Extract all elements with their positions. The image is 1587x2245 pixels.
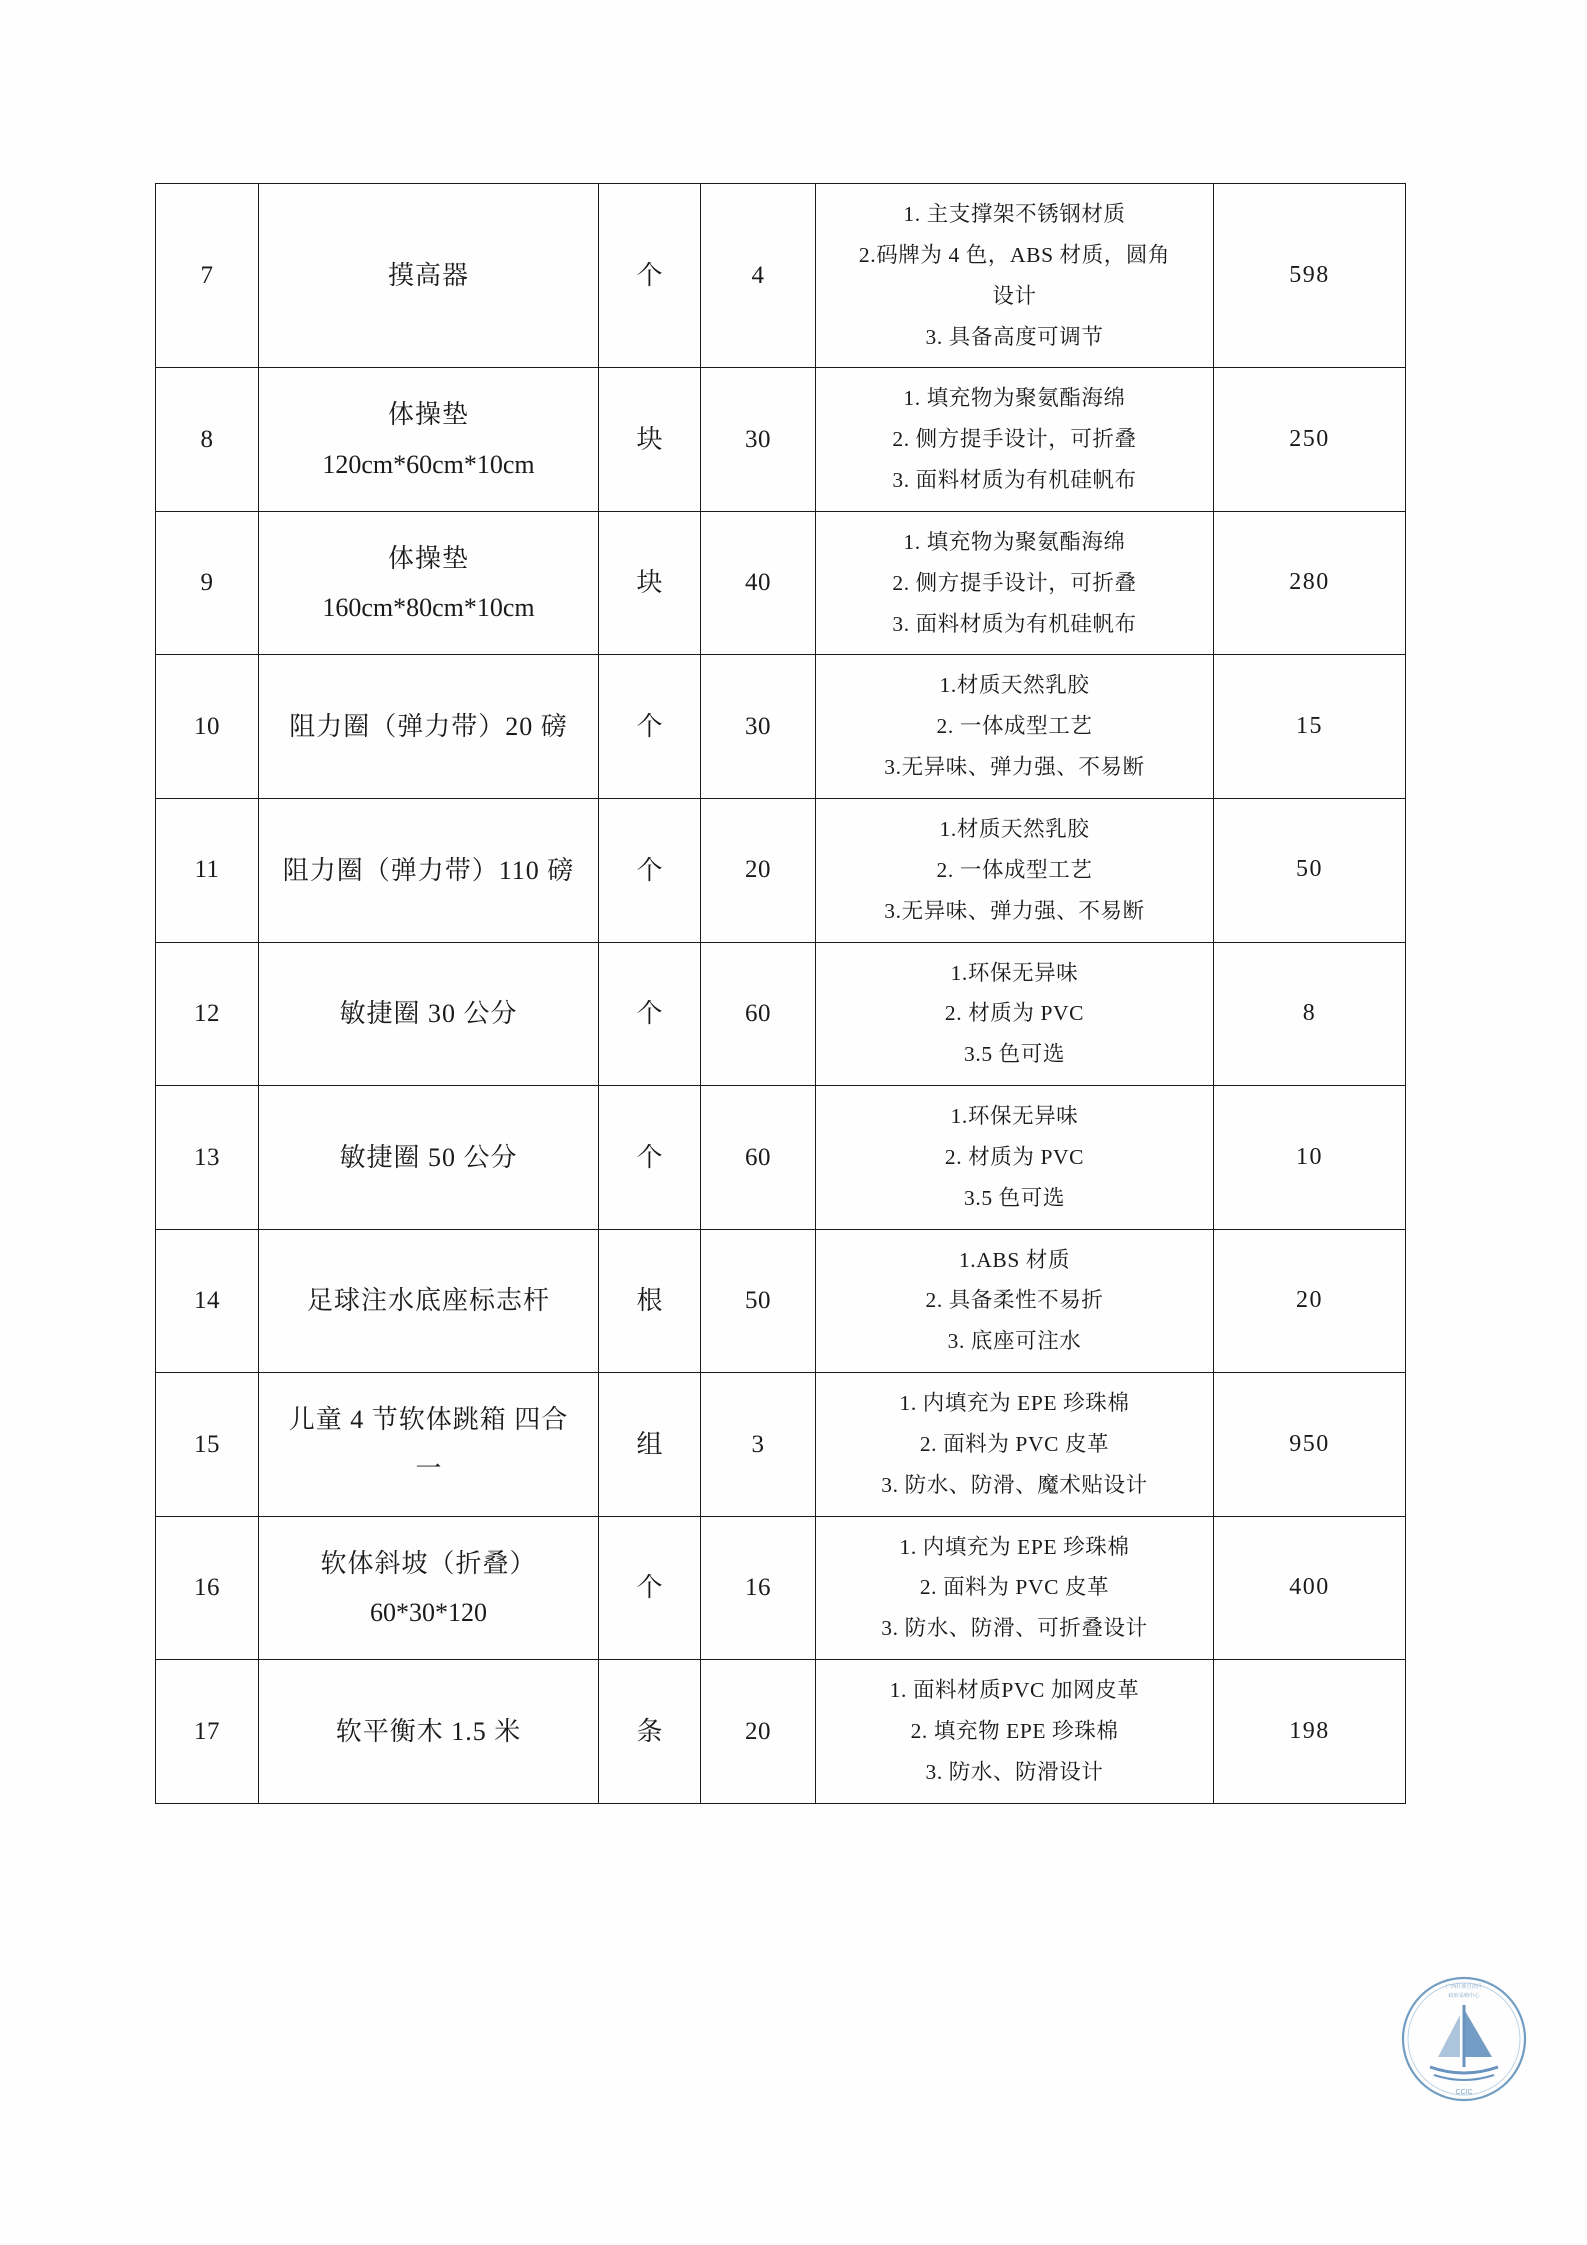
cell-item-name xyxy=(259,1086,599,1230)
table-row xyxy=(156,1086,1406,1230)
specification-line: 3.无异味、弹力强、不易断 xyxy=(884,898,1145,923)
item-name-text: 敏捷圈 30 公分 xyxy=(339,999,518,1029)
svg-text:政府采购中心: 政府采购中心 xyxy=(1448,1993,1480,1999)
item-name-text: 软体斜坡（折叠） xyxy=(320,1548,537,1578)
cell-unit: 个 xyxy=(599,942,701,1086)
cell-quantity: 16 xyxy=(701,1516,816,1660)
specification-line: 1. 内填充为 EPE 珍珠棉 xyxy=(899,1391,1130,1416)
cell-quantity: 3 xyxy=(701,1373,816,1517)
cell-item-name xyxy=(259,368,599,512)
specification-line: 3. 防水、防滑、魔术贴设计 xyxy=(881,1472,1148,1497)
cell-unit: 块 xyxy=(599,511,701,655)
table-row xyxy=(156,1660,1406,1804)
cell-unit: 个 xyxy=(599,184,701,368)
item-name-text: 软平衡木 1.5 米 xyxy=(335,1716,522,1746)
cell-unit: 块 xyxy=(599,368,701,512)
table-row xyxy=(156,798,1406,942)
cell-index: 14 xyxy=(156,1229,259,1373)
cell-specification xyxy=(816,942,1214,1086)
cell-specification xyxy=(816,1373,1214,1517)
cell-item-name xyxy=(259,1660,599,1804)
cell-unit-price: 20 xyxy=(1214,1229,1406,1373)
cell-specification xyxy=(816,511,1214,655)
cell-specification xyxy=(816,798,1214,942)
cell-quantity: 20 xyxy=(701,798,816,942)
item-name-text: 足球注水底座标志杆 xyxy=(306,1286,550,1316)
specification-line: 2.码牌为 4 色，ABS 材质，圆角 xyxy=(858,242,1171,267)
cell-quantity: 60 xyxy=(701,942,816,1086)
cell-item-name xyxy=(259,184,599,368)
equipment-specification-table xyxy=(155,183,1406,1804)
item-name-text: 阻力圈（弹力带）110 磅 xyxy=(282,855,575,885)
specification-line: 3.5 色可选 xyxy=(964,1185,1065,1210)
cell-unit-price: 10 xyxy=(1214,1086,1406,1230)
cell-unit: 个 xyxy=(599,1086,701,1230)
cell-specification xyxy=(816,1660,1214,1804)
specification-line: 1.环保无异味 xyxy=(950,1104,1079,1129)
cell-unit: 个 xyxy=(599,655,701,799)
cell-unit-price: 250 xyxy=(1214,368,1406,512)
item-name-text: 摸高器 xyxy=(387,260,469,290)
cell-unit: 条 xyxy=(599,1660,701,1804)
cell-specification xyxy=(816,184,1214,368)
specification-line: 2. 侧方提手设计，可折叠 xyxy=(892,427,1137,452)
specification-line: 1.材质天然乳胶 xyxy=(939,816,1090,841)
item-name-text: 敏捷圈 50 公分 xyxy=(339,1142,518,1172)
table-row xyxy=(156,1373,1406,1517)
cell-specification xyxy=(816,1516,1214,1660)
specification-line: 3. 面料材质为有机硅帆布 xyxy=(892,611,1137,636)
specification-line: 设计 xyxy=(992,283,1037,308)
cell-quantity: 30 xyxy=(701,655,816,799)
specification-line: 1. 面料材质PVC 加网皮革 xyxy=(889,1678,1140,1703)
specification-line: 3. 防水、防滑、可折叠设计 xyxy=(881,1616,1148,1641)
table-row xyxy=(156,511,1406,655)
cell-specification xyxy=(816,655,1214,799)
item-name-text: 体操垫 xyxy=(387,543,469,573)
table-row xyxy=(156,1229,1406,1373)
cell-index: 10 xyxy=(156,655,259,799)
cell-item-name xyxy=(259,655,599,799)
specification-line: 2. 材质为 PVC xyxy=(944,1144,1085,1169)
table-row xyxy=(156,655,1406,799)
specification-line: 3. 面料材质为有机硅帆布 xyxy=(892,468,1137,493)
table-row xyxy=(156,184,1406,368)
specification-line: 1.材质天然乳胶 xyxy=(939,673,1090,698)
specification-line: 2. 一体成型工艺 xyxy=(936,857,1093,882)
cell-specification xyxy=(816,368,1214,512)
cell-item-name xyxy=(259,1229,599,1373)
specification-line: 1. 填充物为聚氨酯海绵 xyxy=(903,386,1126,411)
specification-line: 1.ABS 材质 xyxy=(958,1247,1071,1272)
specification-line: 3. 具备高度可调节 xyxy=(925,324,1104,349)
specification-line: 3. 底座可注水 xyxy=(947,1329,1082,1354)
specification-line: 3. 防水、防滑设计 xyxy=(925,1759,1104,1784)
seal-watermark xyxy=(1400,1975,1528,2103)
item-name-text: 体操垫 xyxy=(387,400,469,430)
specification-line: 1. 内填充为 EPE 珍珠棉 xyxy=(899,1534,1130,1559)
table-row xyxy=(156,1516,1406,1660)
cell-quantity: 20 xyxy=(701,1660,816,1804)
cell-unit-price: 8 xyxy=(1214,942,1406,1086)
specification-line: 1. 主支撑架不锈钢材质 xyxy=(903,202,1126,226)
cell-quantity: 60 xyxy=(701,1086,816,1230)
item-dimension-text: 60*30*120 xyxy=(370,1597,487,1627)
cell-item-name xyxy=(259,1516,599,1660)
item-name-text: 阻力圈（弹力带）20 磅 xyxy=(289,712,568,741)
specification-line: 3.5 色可选 xyxy=(964,1042,1065,1067)
item-dimension-text: 一 xyxy=(415,1454,442,1484)
svg-text:广西壮族自治区: 广西壮族自治区 xyxy=(1445,1984,1483,1990)
cell-quantity: 4 xyxy=(701,184,816,368)
specification-line: 2. 一体成型工艺 xyxy=(936,714,1093,739)
specification-line: 2. 面料为 PVC 皮革 xyxy=(919,1575,1110,1600)
cell-index: 7 xyxy=(156,184,259,368)
cell-index: 16 xyxy=(156,1516,259,1660)
cell-quantity: 50 xyxy=(701,1229,816,1373)
cell-unit-price: 950 xyxy=(1214,1373,1406,1517)
item-name-text: 儿童 4 节软体跳箱 四合 xyxy=(288,1404,569,1434)
cell-unit-price: 198 xyxy=(1214,1660,1406,1804)
cell-item-name xyxy=(259,942,599,1086)
specification-line: 1. 填充物为聚氨酯海绵 xyxy=(903,529,1126,554)
cell-unit-price: 50 xyxy=(1214,798,1406,942)
specification-line: 1.环保无异味 xyxy=(950,960,1079,985)
specification-line: 2. 侧方提手设计，可折叠 xyxy=(892,570,1137,595)
specification-line: 2. 填充物 EPE 珍珠棉 xyxy=(910,1719,1119,1743)
cell-quantity: 30 xyxy=(701,368,816,512)
specification-line: 2. 具备柔性不易折 xyxy=(925,1288,1104,1313)
cell-index: 13 xyxy=(156,1086,259,1230)
cell-index: 17 xyxy=(156,1660,259,1804)
cell-quantity: 40 xyxy=(701,511,816,655)
cell-unit-price: 280 xyxy=(1214,511,1406,655)
cell-index: 15 xyxy=(156,1373,259,1517)
item-dimension-text: 120cm*60cm*10cm xyxy=(322,449,535,479)
specification-line: 2. 材质为 PVC xyxy=(944,1001,1085,1026)
cell-item-name xyxy=(259,511,599,655)
cell-item-name xyxy=(259,1373,599,1517)
cell-specification xyxy=(816,1229,1214,1373)
cell-unit-price: 598 xyxy=(1214,184,1406,368)
cell-index: 12 xyxy=(156,942,259,1086)
cell-unit-price: 15 xyxy=(1214,655,1406,799)
cell-index: 9 xyxy=(156,511,259,655)
svg-text:CCIC: CCIC xyxy=(1455,2089,1473,2096)
table-row xyxy=(156,942,1406,1086)
cell-specification xyxy=(816,1086,1214,1230)
specification-line: 2. 面料为 PVC 皮革 xyxy=(919,1431,1110,1456)
table-body xyxy=(156,184,1406,1804)
cell-unit: 个 xyxy=(599,1516,701,1660)
table-row xyxy=(156,368,1406,512)
cell-unit-price: 400 xyxy=(1214,1516,1406,1660)
cell-unit: 个 xyxy=(599,798,701,942)
cell-unit: 根 xyxy=(599,1229,701,1373)
cell-index: 11 xyxy=(156,798,259,942)
cell-index: 8 xyxy=(156,368,259,512)
cell-unit: 组 xyxy=(599,1373,701,1517)
cell-item-name xyxy=(259,798,599,942)
specification-line: 3.无异味、弹力强、不易断 xyxy=(884,755,1145,780)
item-dimension-text: 160cm*80cm*10cm xyxy=(322,593,535,623)
